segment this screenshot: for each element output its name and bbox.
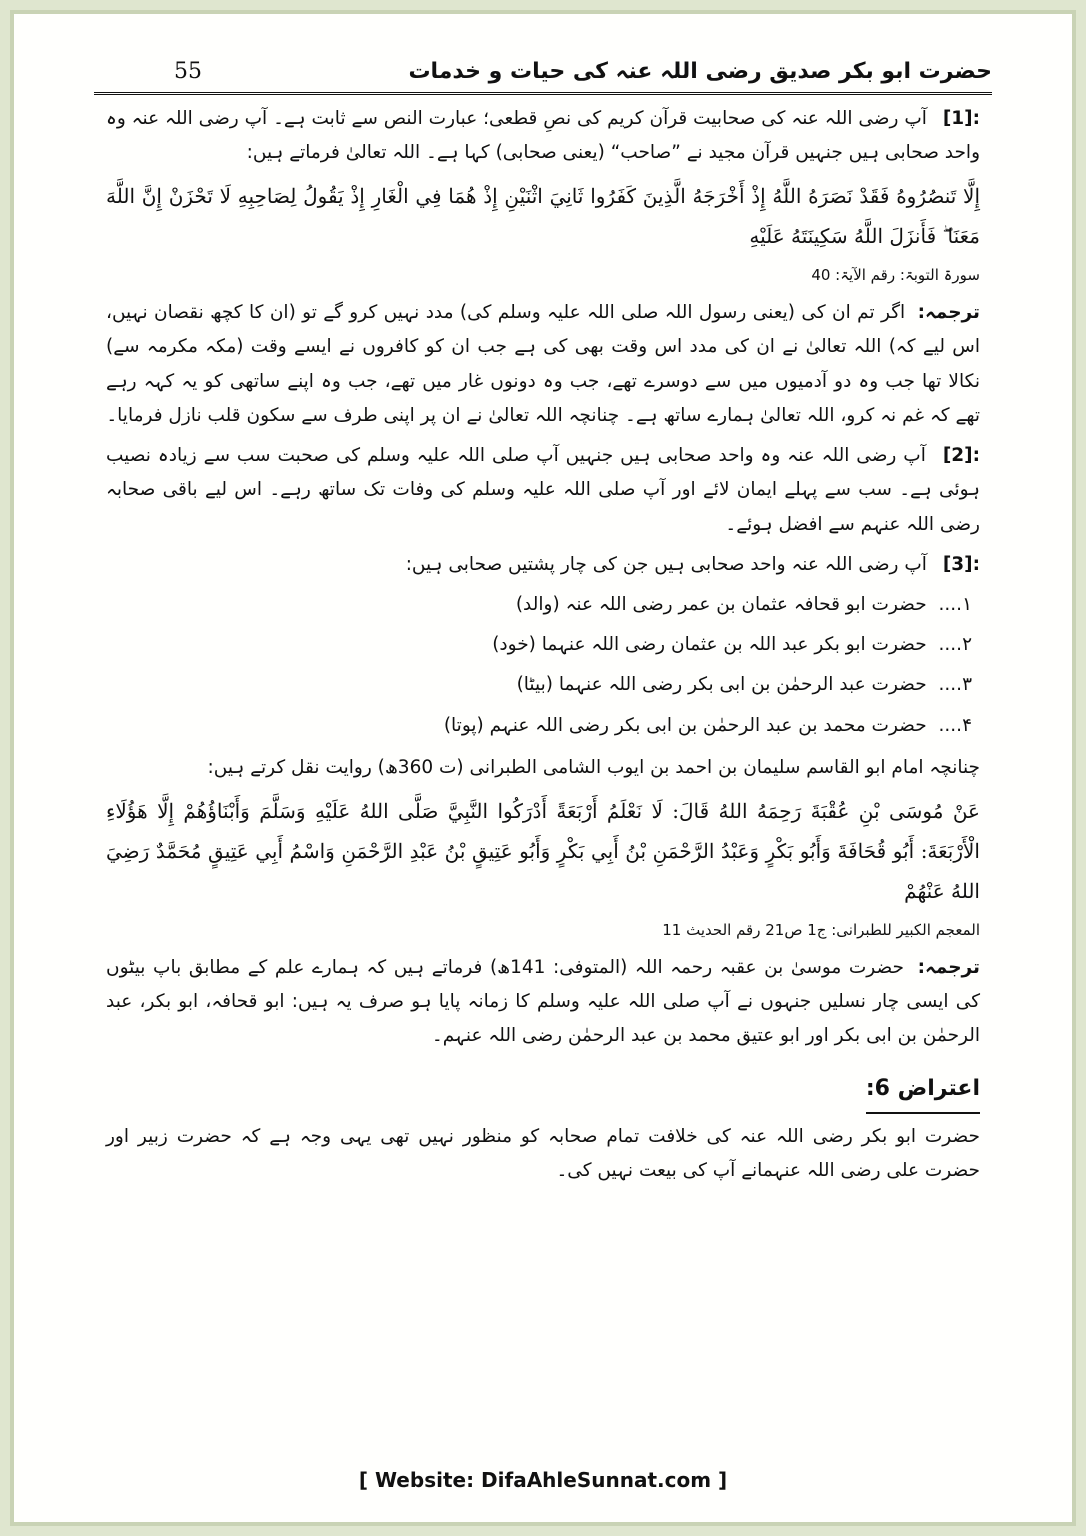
point-2 bbox=[106, 439, 980, 542]
narration-intro: چنانچہ امام ابو القاسم سلیمان بن احمد بن ایوب الشامی الطبرانی (ت 360ھ) روایت نقل کرتے ہیں: bbox=[207, 756, 980, 778]
list-item bbox=[106, 588, 972, 622]
point-1-text: آپ رضی اللہ عنہ کی صحابیت قرآن کریم کی نصِ قطعی؛ عبارت النص سے ثابت ہے۔ آپ رضی اللہ عنہ وہ واحد صحابی ہیں جنہیں قرآن مجید نے ”صاحب“ (یعنی صحابی) کہا ہے۔ اللہ تعالیٰ فرماتے ہیں: bbox=[106, 108, 980, 164]
quran-verse: إِلَّا تَنصُرُوهُ فَقَدْ نَصَرَهُ اللَّهُ إِذْ أَخْرَجَهُ الَّذِينَ كَفَرُوا ثَانِيَ اثْنَيْنِ إِذْ هُمَا فِي الْغَارِ إِذْ يَقُولُ لِصَاحِبِهِ لَا تَحْزَنْ إِنَّ اللَّهَ مَعَنَا ۖ فَأَنزَلَ اللَّهُ سَكِينَتَهُ عَلَيْهِ bbox=[106, 184, 980, 249]
list-item-number: ۳.... bbox=[938, 674, 972, 696]
page-header bbox=[94, 46, 992, 95]
hadith-reference: المعجم الکبیر للطبرانی: ج1 ص21 رقم الحدیث 11 bbox=[662, 921, 980, 940]
list-item-number: ۱.... bbox=[938, 593, 972, 615]
point-3 bbox=[106, 548, 980, 582]
list-item-text: حضرت ابو بکر عبد اللہ بن عثمان رضی اللہ عنہما (خود) bbox=[492, 634, 927, 656]
point-1-translation bbox=[106, 296, 980, 433]
website-footer: [ Website: DifaAhleSunnat.com ] bbox=[358, 1468, 728, 1492]
point-3-text: آپ رضی اللہ عنہ واحد صحابی ہیں جن کی چار پشتیں صحابی ہیں: bbox=[405, 553, 927, 575]
list-item-text: حضرت عبد الرحمٰن بن ابی بکر رضی اللہ عنہما (بیٹا) bbox=[516, 674, 927, 696]
list-item-number: ۲.... bbox=[938, 634, 972, 656]
list-item bbox=[106, 709, 972, 743]
translation-label: ترجمہ: bbox=[917, 302, 980, 324]
point-2-text: آپ رضی اللہ عنہ وہ واحد صحابی ہیں جنہیں آپ صلی اللہ علیہ وسلم کی صحبت سب سے زیادہ نصیب ہوئی ہے۔ سب سے پہلے ایمان لائے اور آپ صلی اللہ علیہ وسلم کی وفات تک ساتھ رہے۔ اس لیے باقی صحابہ رضی اللہ عنہم سے افضل ہوئے۔ bbox=[106, 445, 980, 535]
list-item bbox=[106, 668, 972, 702]
generations-list bbox=[106, 588, 980, 743]
objection-heading: اعتراض 6: bbox=[866, 1069, 980, 1114]
translation-label: ترجمہ: bbox=[917, 956, 980, 978]
running-title: حضرت ابو بکر صدیق رضی اللہ عنہ کی حیات و خدمات bbox=[408, 59, 992, 84]
objection-text: حضرت ابو بکر رضی اللہ عنہ کی خلافت تمام صحابہ کو منظور نہیں تھی یہی وجہ ہے کہ حضرت زبیر اور حضرت علی رضی اللہ عنہمانے آپ کی بیعت نہیں کی۔ bbox=[106, 1126, 980, 1182]
page-body bbox=[106, 102, 980, 1195]
point-1 bbox=[106, 102, 980, 170]
list-item-text: حضرت محمد بن عبد الرحمٰن بن ابی بکر رضی اللہ عنہم (پوتا) bbox=[443, 714, 927, 736]
list-item-number: ۴.... bbox=[938, 714, 972, 736]
point-1-number: [1]: bbox=[942, 108, 980, 129]
verse-reference: سورۃ التوبۃ: رقم الآیۃ: 40 bbox=[811, 266, 980, 285]
list-item bbox=[106, 628, 972, 662]
list-item-text: حضرت ابو قحافہ عثمان بن عمر رضی اللہ عنہ (والد) bbox=[515, 593, 927, 615]
hadith-text: عَنْ مُوسَى بْنِ عُقْبَةَ رَحِمَهُ اللهُ قَالَ: لَا نَعْلَمُ أَرْبَعَةً أَدْرَكُوا النَّبِيَّ صَلَّى اللهُ عَلَيْهِ وَسَلَّمَ وَأَبْنَاؤُهُمْ إِلَّا هَؤُلَاءِ الْأَرْبَعَةَ: أَبُو قُحَافَةَ وَأَبُو بَكْرٍ وَعَبْدُ الرَّحْمَنِ بْنُ أَبِي بَكْرٍ وَأَبُو عَتِيقٍ بْنُ عَبْدِ الرَّحْمَنِ وَاسْمُ أَبِي عَتِيقٍ مُحَمَّدٌ رَضِيَ اللهُ عَنْهُمْ bbox=[106, 799, 980, 904]
point-3-translation bbox=[106, 951, 980, 1054]
point-3-number: [3]: bbox=[942, 553, 980, 575]
translation-text: اگر تم ان کی (یعنی رسول اللہ صلی اللہ علیہ وسلم کی) مدد نہیں کرو گے تو (ان کا کچھ نقصان نہیں، اس لیے کہ) اللہ تعالیٰ نے ان کی مدد اس وقت بھی کی ہے جب ان کو کافروں نے ایسے وقت (مکہ مکرمہ سے) نکالا تھا جب وہ دو آدمیوں میں سے دوسرے تھے، جب وہ دونوں غار میں تھے، جب وہ اپنے ساتھی کو یہ کہہ رہے تھے کہ غم نہ کرو، اللہ تعالیٰ ہمارے ساتھ ہے۔ چنانچہ اللہ تعالیٰ نے ان پر اپنی طرف سے سکون قلب نازل فرمایا۔ bbox=[106, 302, 980, 426]
point-2-number: [2]: bbox=[942, 445, 980, 467]
page-number: 55 bbox=[174, 59, 202, 84]
translation-text: حضرت موسیٰ بن عقبہ رحمہ اللہ (المتوفی: 141ھ) فرماتے ہیں کہ ہمارے علم کے مطابق باپ بیٹوں کی ایسی چار نسلیں جنہوں نے آپ صلی اللہ علیہ وسلم کا زمانہ پایا ہو صرف یہ ہیں: ابو قحافہ، ابو بکر، عبد الرحمٰن بن ابی بکر اور ابو عتیق محمد بن عبد الرحمٰن رضی اللہ عنہم۔ bbox=[106, 956, 980, 1047]
